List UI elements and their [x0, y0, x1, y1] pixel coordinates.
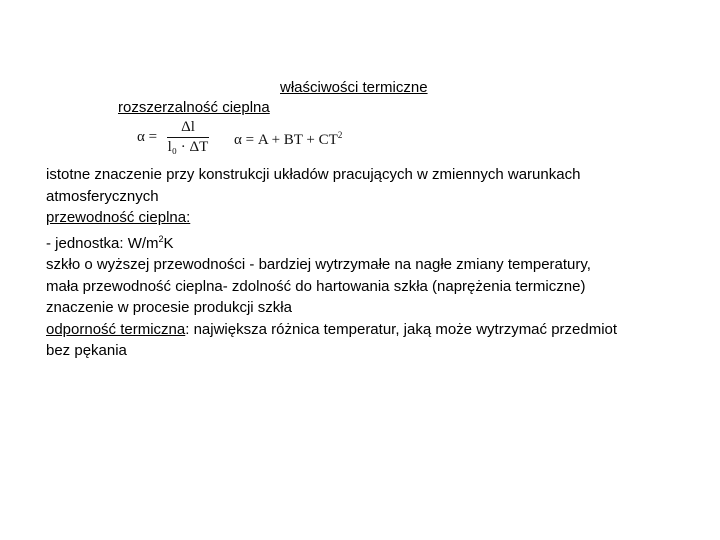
formula-1-denominator: l₀ · ΔT — [167, 139, 209, 155]
body-line-2: atmosferycznych — [46, 187, 159, 205]
heading-thermal-resistance: odporność termiczna — [46, 320, 186, 338]
formula-2-text: α = A + BT + CT — [234, 132, 338, 148]
body-line-5: szkło o wyższej przewodności - bardziej wytrzymałe na nagłe zmiany temperatury, — [46, 256, 591, 273]
unit-suffix: K — [163, 234, 174, 252]
formula-2-exponent: 2 — [337, 130, 343, 140]
formula-1-numerator: Δl — [167, 118, 209, 138]
formula-polynomial — [234, 130, 342, 149]
heading-thermal-conductivity: przewodność cieplna: — [46, 209, 191, 226]
slide-title: właściwości termiczne — [280, 79, 428, 96]
formula-1-fraction — [167, 118, 209, 156]
section-heading-thermal-expansion: rozszerzalność cieplna — [118, 99, 270, 116]
body-line-1: istotne znaczenie przy konstrukcji układów pracujących w zmiennych warunkach — [46, 166, 581, 183]
body-line-unit — [46, 229, 696, 255]
body-line-9: bez pękania — [46, 342, 127, 359]
body-text — [46, 164, 696, 362]
unit-exponent: 2 — [158, 233, 164, 244]
body-line-thermal-resistance — [46, 319, 696, 341]
thermal-resistance-definition: : największa różnica temperatur, jaką może wytrzymać przedmiot — [185, 320, 618, 338]
body-line-7: znaczenie w procesie produkcji szkła — [46, 299, 292, 316]
body-line-6: mała przewodność cieplna- zdolność do hartowania szkła (naprężenia termiczne) — [46, 277, 586, 295]
formula-1-lhs: α = — [137, 129, 158, 145]
unit-prefix: - jednostka: W/m — [46, 234, 159, 252]
